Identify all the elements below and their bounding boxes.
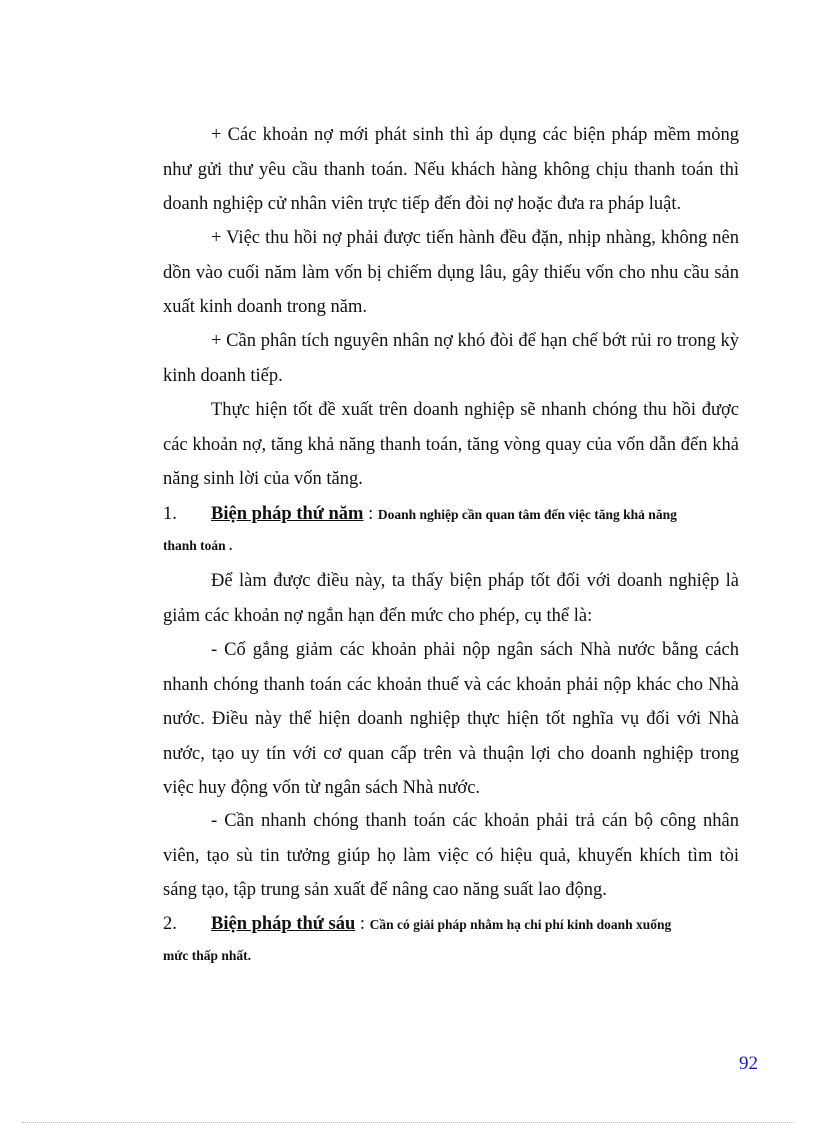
- item-description-continued: mức thấp nhất.: [163, 948, 251, 963]
- paragraph-text: - Cố gắng giảm các khoản phải nộp ngân sách Nhà nước bằng cách nhanh chóng thanh toán các khoản thuế và các khoản phải nộp khác cho Nhà nước. Điều này thể hiện doanh nghiệp thực hiện tốt nghĩa vụ đối với Nhà nước, tạo uy tín với cơ quan cấp trên và thuận lợi cho doanh nghiệp trong việc huy động vốn từ ngân sách Nhà nước.: [163, 640, 739, 798]
- item-colon: :: [355, 914, 370, 934]
- page-number: 92: [739, 1053, 758, 1074]
- item-title: Biện pháp thứ năm: [211, 504, 364, 524]
- item-description: Doanh nghiệp cần quan tâm đến việc tăng khả năng: [377, 507, 677, 522]
- paragraph-reduce-debt: [163, 564, 739, 633]
- item-title: Biện pháp thứ sáu: [211, 914, 356, 934]
- paragraph-debt-collection: [163, 221, 739, 325]
- paragraph-text: Để làm được điều này, ta thấy biện pháp tốt đối với doanh nghiệp là giảm các khoản nợ ngắn hạn đến mức cho phép, cụ thể là:: [163, 571, 739, 626]
- paragraph-bad-debt: [163, 324, 739, 393]
- paragraph-text: - Cần nhanh chóng thanh toán các khoản phải trả cán bộ công nhân viên, tạo sù tin tưởng giúp họ làm việc có hiệu quả, khuyến khích tìm tòi sáng tạo, tập trung sản xuất để nâng cao năng suất lao động.: [163, 811, 739, 900]
- item-number: 1.: [163, 504, 177, 524]
- item-description: Cần có giải pháp nhằm hạ chi phí kinh doanh xuống: [369, 917, 672, 932]
- paragraph-debt-new: [163, 118, 739, 222]
- measure-six-heading: [163, 910, 739, 971]
- paragraph-summary: [163, 393, 739, 497]
- paragraph-staff-payment: [163, 804, 739, 908]
- paragraph-text: + Các khoản nợ mới phát sinh thì áp dụng các biện pháp mềm mỏng như gửi thư yêu cầu thanh toán. Nếu khách hàng không chịu thanh toán thì doanh nghiệp cử nhân viên trực tiếp đến đòi nợ hoặc đưa ra pháp luật.: [163, 125, 739, 214]
- item-number: 2.: [163, 914, 177, 934]
- paragraph-tax-payment: [163, 633, 739, 806]
- paragraph-text: + Việc thu hồi nợ phải được tiến hành đều đặn, nhịp nhàng, không nên dồn vào cuối năm làm vốn bị chiếm dụng lâu, gây thiếu vốn cho nhu cầu sản xuất kinh doanh trong năm.: [163, 228, 739, 317]
- item-colon: :: [363, 504, 378, 524]
- paragraph-text: Thực hiện tốt đề xuất trên doanh nghiệp sẽ nhanh chóng thu hồi được các khoản nợ, tăng khả năng thanh toán, tăng vòng quay của vốn dẫn đến khả năng sinh lời của vốn tăng.: [163, 400, 739, 489]
- item-description-continued: thanh toán .: [163, 538, 233, 553]
- paragraph-text: + Cần phân tích nguyên nhân nợ khó đòi để hạn chế bớt rủi ro trong kỳ kinh doanh tiếp.: [163, 331, 739, 386]
- measure-five-heading: [163, 500, 739, 561]
